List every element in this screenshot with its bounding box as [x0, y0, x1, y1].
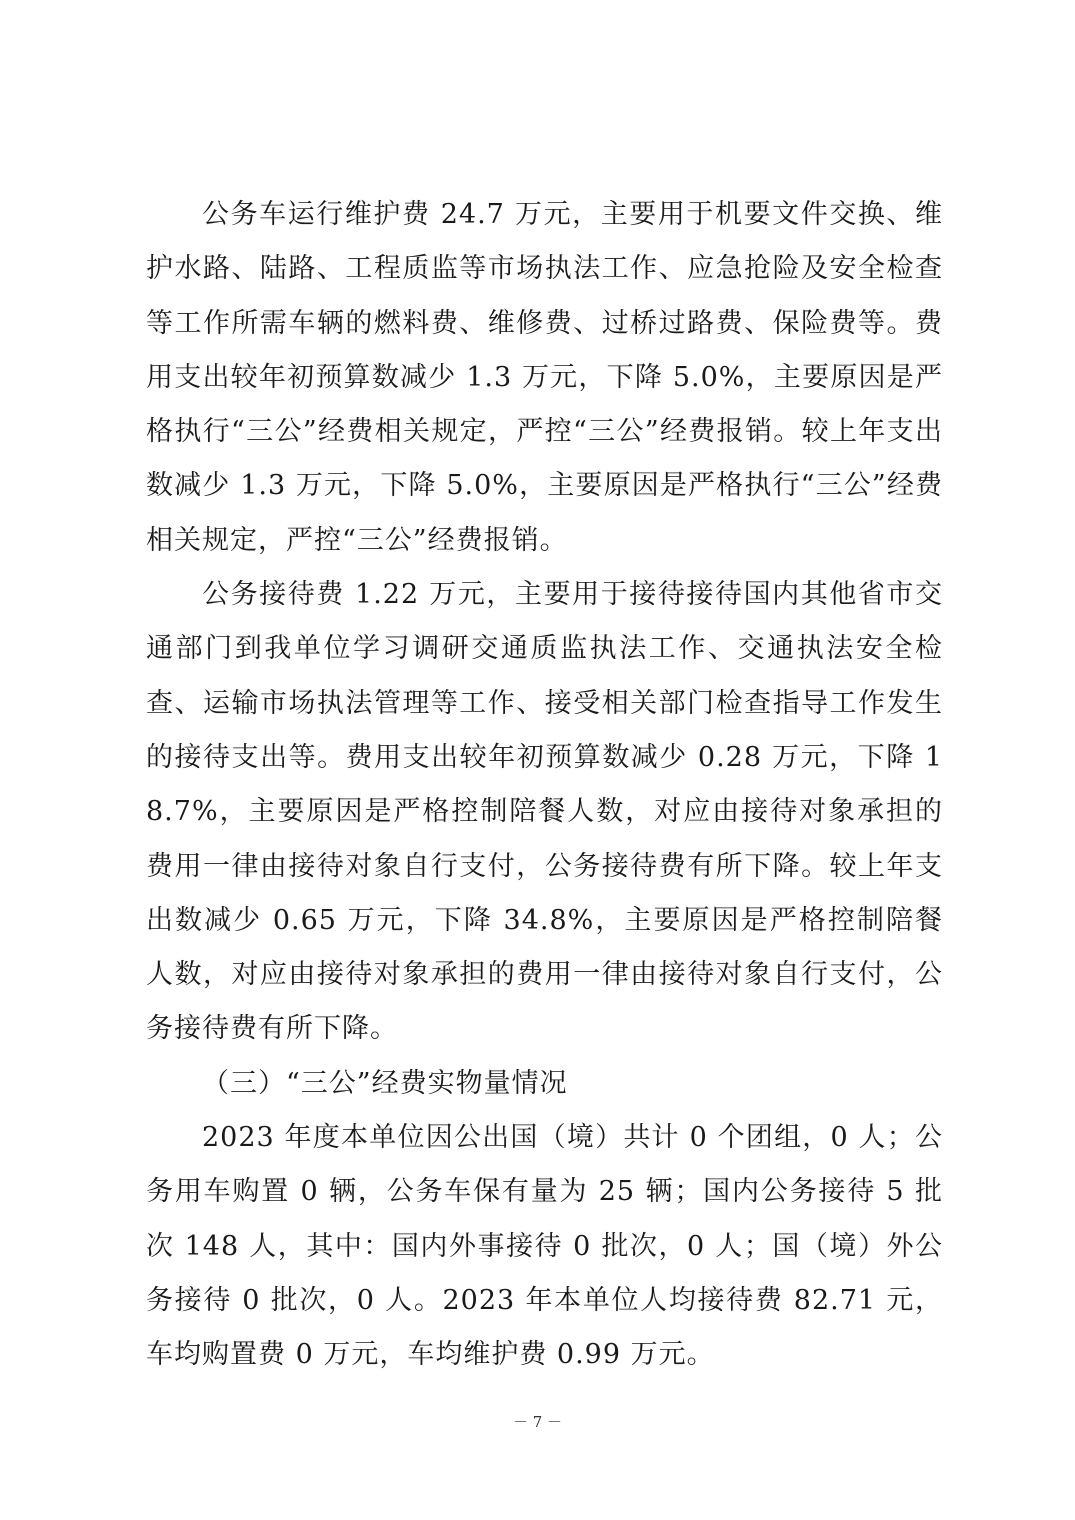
paragraph-physical-quantity: 2023 年度本单位因公出国（境）共计 0 个团组，0 人；公务用车购置 0 辆，公务车保有量为 25 辆；国内公务接待 5 批次 148 人，其中：国内外事接待 0 批次，0 人；国（境）外公务接待 0 批次，0 人。2023 年本单位人均接待费 82.71 元，车均购置费 0 万元，车均维护费 0.99 万元。 [146, 1122, 943, 1371]
section-heading: （三）“三公”经费实物量情况 [202, 1067, 568, 1099]
paragraph-vehicle-maintenance: 公务车运行维护费 24.7 万元，主要用于机要文件交换、维护水路、陆路、工程质监等市场执法工作、应急抢险及安全检查等工作所需车辆的燃料费、维修费、过桥过路费、保险费等。费用支出较年初预算数减少 1.3 万元，下降 5.0%，主要原因是严格执行“三公”经费相关规定，严控“三公”经费报销。较上年支出数减少 1.3 万元，下降 5.0%，主要原因是严格执行“三公”经费相关规定，严控“三公”经费报销。 [146, 199, 943, 556]
document-body [146, 188, 943, 1383]
paragraph-reception-fee: 公务接待费 1.22 万元，主要用于接待接待国内其他省市交通部门到我单位学习调研交通质监执法工作、交通执法安全检查、运输市场执法管理等工作、接受相关部门检查指导工作发生的接待支出等。费用支出较年初预算数减少 0.28 万元，下降 18.7%，主要原因是严格控制陪餐人数，对应由接待对象承担的费用一律由接待对象自行支付，公务接待费有所下降。较上年支出数减少 0.65 万元，下降 34.8%，主要原因是严格控制陪餐人数，对应由接待对象承担的费用一律由接待对象自行支付，公务接待费有所下降。 [146, 579, 943, 1045]
page-number: － 7 － [512, 1413, 563, 1431]
